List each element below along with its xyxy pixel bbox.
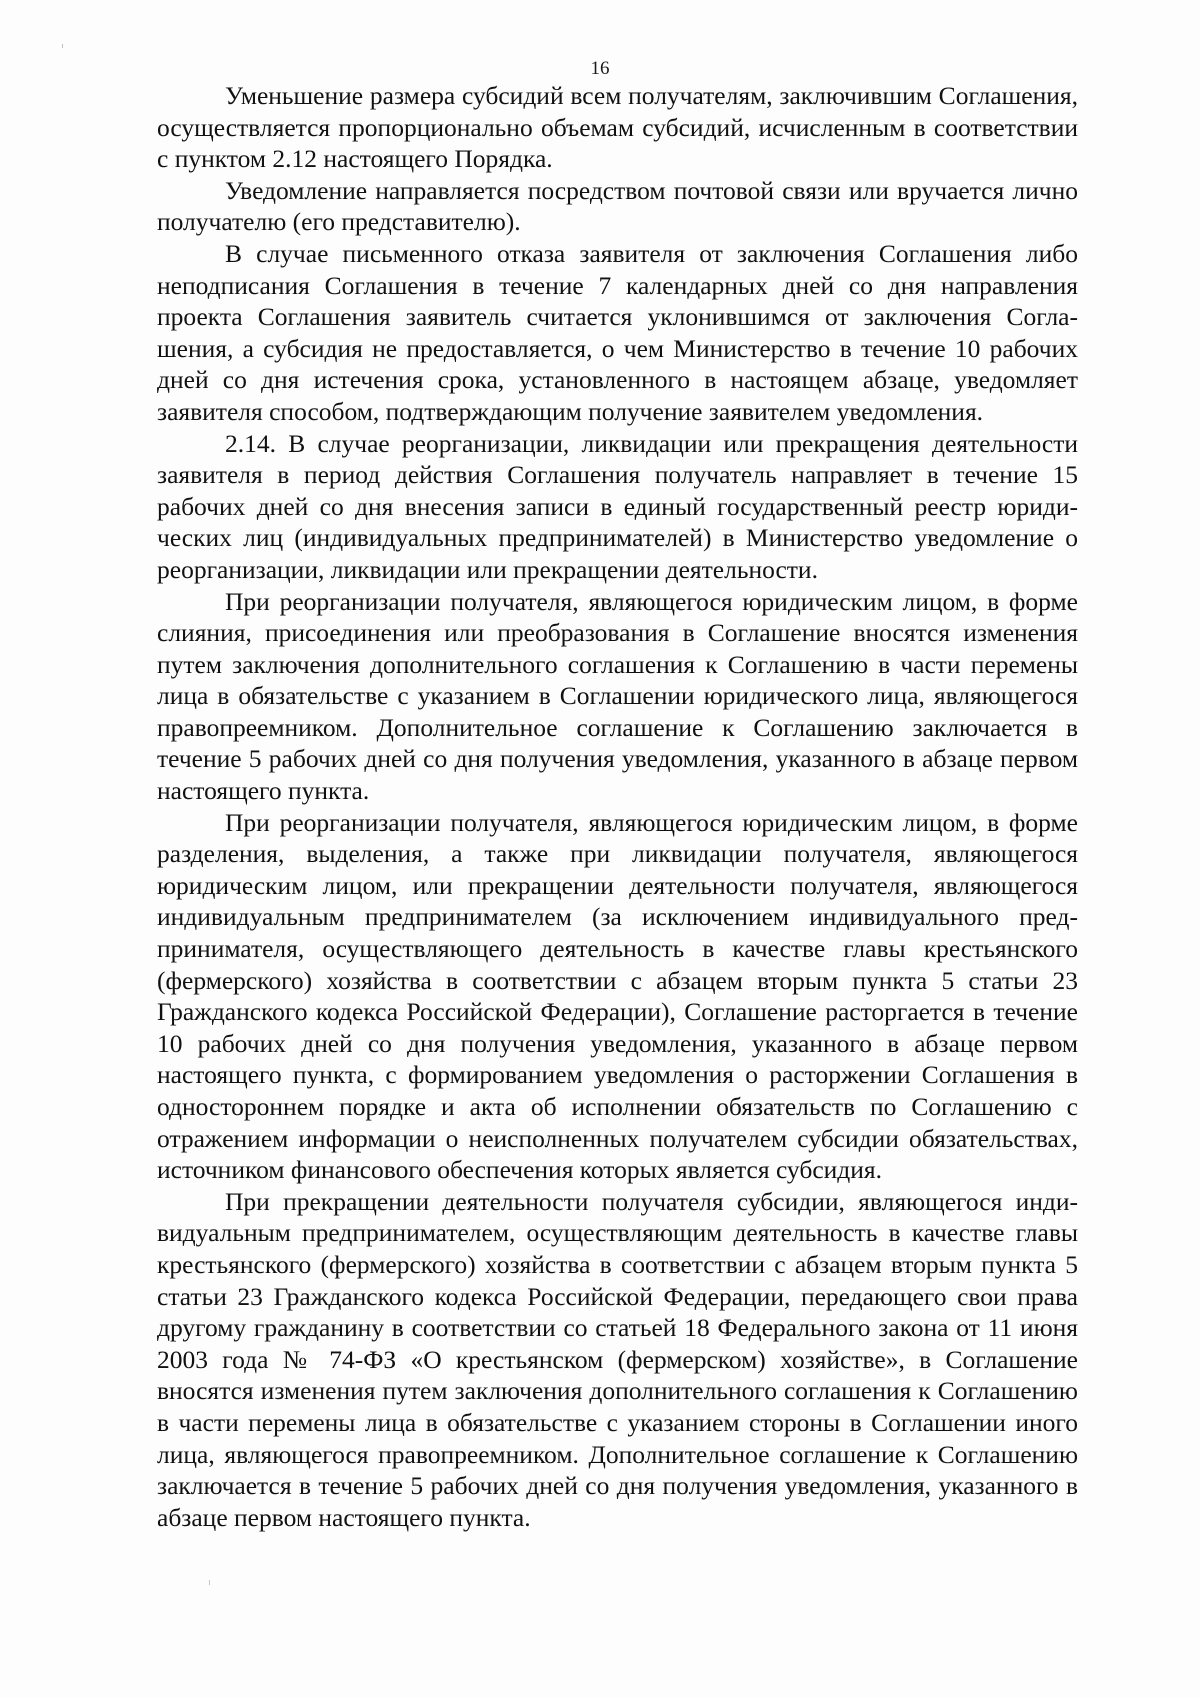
scan-mark — [62, 44, 63, 48]
paragraph-refusal: В случае письменного отказа заявителя от заключения Соглашения либо неподписания Соглашения в течение 7 календарных дней со дня направления проекта Соглашения заявитель считается уклонившимся от заключения Соглашения, а субсидия не предоставляется, о чем Министерство в течение 10 рабочих дней со дня истечения срока, установленного в настоящем абзаце, уведомляет заявителя способом, подтверждающим получение заявителем уведомления. — [157, 238, 1078, 426]
paragraph-notification-delivery: Уведомление направляется посредством почтовой связи или вручается лично получателю (его представителю). — [157, 175, 1078, 237]
paragraph-subsidy-reduction: Уменьшение размера субсидий всем получателям, заключившим Соглашения, осуществляется пропорционально объемам субсидий, исчисленным в соответствии с пунктом 2.12 настоящего Порядка. — [157, 81, 1078, 174]
scan-mark — [209, 1580, 210, 1585]
paragraph-farm-head-termination: При прекращении деятельности получателя субсидии, являющегося индивидуальным предпринимателем, осуществляющим деятельность в качестве главы крестьянского (фермерского) хозяйства в соответствии с абзацем вторым пункта 5 статьи 23 Гражданского кодекса Российской Федерации, передающего свои права другому гражданину в соответствии со статьей 18 Федерального закона от 11 июня 2003 года № 74-ФЗ «О крестьянском (фермерском) хозяйстве», в Соглашение вносятся изменения путем заключения дополнительного соглашения к Соглашению в части перемены лица в обязательстве с указанием стороны в Соглашении иного лица, являющегося правопреемником. Дополнительное соглашение к Соглашению заключается в течение 5 рабочих дней со дня получения уведомления, указанного в абзаце первом настоящего пункта. — [157, 1186, 1078, 1532]
document-body — [157, 80, 1078, 1533]
paragraph-2-14-reorganization: 2.14. В случае реорганизации, ликвидации или прекращения деятельности заявителя в период действия Соглашения получатель направляет в течение 15 рабочих дней со дня внесения записи в единый государственный реестр юридических лиц (индивидуальных предпринимателей) в Министерство уведомление о реорганизации, ликвидации или прекращении деятельности. — [157, 428, 1078, 584]
paragraph-merger: При реорганизации получателя, являющегося юридическим лицом, в форме слияния, присоединения или преобразования в Соглашение вносятся изменения путем заключения дополнительного соглашения к Соглашению в части перемены лица в обязательстве с указанием в Соглашении юридического лица, являющегося правопреемником. Дополнительное соглашение к Соглашению заключается в течение 5 рабочих дней со дня получения уведомления, указанного в абзаце первом настоящего пункта. — [157, 586, 1078, 806]
paragraph-division-liquidation: При реорганизации получателя, являющегося юридическим лицом, в форме разделения, выделения, а также при ликвидации получателя, являющегося юридическим лицом, или прекращении деятельности получателя, являющегося индивидуальным предпринимателем (за исключением индивидуального предпринимателя, осуществляющего деятельность в качестве главы крестьянского (фермерского) хозяйства в соответствии с абзацем вторым пункта 5 статьи 23 Гражданского кодекса Российской Федерации), Соглашение расторгается в течение 10 рабочих дней со дня получения уведомления, указанного в абзаце первом настоящего пункта, с формированием уведомления о расторжении Соглашения в одностороннем порядке и акта об исполнении обязательств по Соглашению с отражением информации о неисполненных получателем субсидии обязательствах, источником финансового обеспечения которых является субсидия. — [157, 807, 1078, 1185]
page-number: 16 — [590, 58, 610, 79]
